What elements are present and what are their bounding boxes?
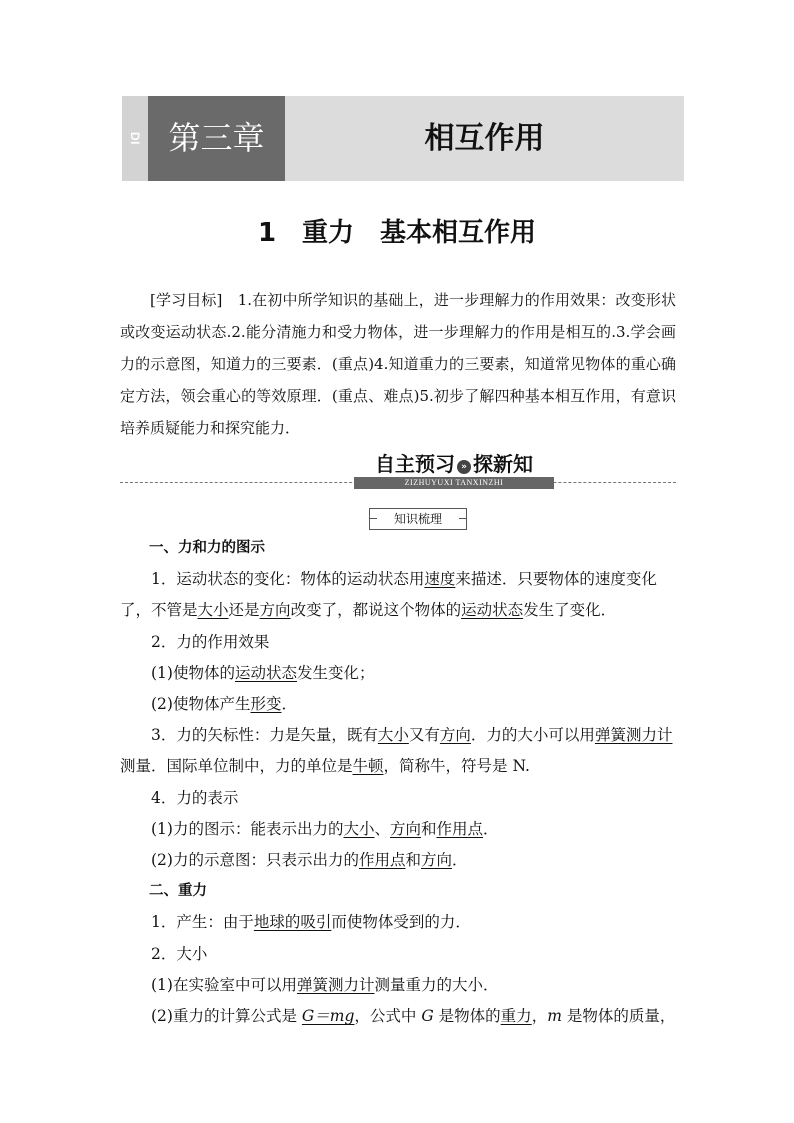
paragraph: 3．力的矢标性：力是矢量，既有大小又有方向．力的大小可以用弹簧测力计测量．国际单位制中，力的单位是牛顿，简称牛，符号是 N. [120,726,673,776]
knowledge-tag: 知识梳理 [369,508,467,530]
arrow-circle-icon: » [457,460,471,474]
paragraph: (2)重力的计算公式是 G＝mg，公式中 G 是物体的重力，m 是物体的质量， [151,1007,676,1026]
paragraph: 4．力的表示 [151,788,239,807]
divider-banner-title: 自主预习 » 探新知 [375,452,533,476]
chapter-number: 第三章 [148,96,285,181]
heading-1: 一、力和力的图示 [149,540,265,556]
chapter-side-label: DI SANZHANG [122,96,148,181]
paragraph: (1)在实验室中可以用弹簧测力计测量重力的大小． [151,975,499,994]
goals-label: [学习目标] [150,291,223,309]
paragraph: (2)力的示意图：只表示出力的作用点和方向． [151,851,468,870]
paragraph: (1)力的图示：能表示出力的大小、方向和作用点． [151,819,499,838]
heading-2: 二、重力 [149,883,207,900]
paragraph: 2．大小 [151,944,208,963]
paragraph: 1．产生：由于地球的吸引而使物体受到的力． [151,913,471,932]
paragraph: 2．力的作用效果 [151,632,270,651]
chapter-title: 相互作用 [424,121,545,156]
main-content [120,533,676,1032]
learning-goals [120,284,676,444]
divider-banner-subtitle: ZIZHUYUXI TANXINZHI [354,477,554,489]
paragraph: (2)使物体产生形变． [151,695,297,714]
paragraph: 1．运动状态的变化：物体的运动状态用速度来描述．只要物体的速度变化了，不管是大小还是方向改变了，都说这个物体的运动状态发生了变化． [120,570,657,620]
goals-text: 1.在初中所学知识的基础上，进一步理解力的作用效果：改变形状或改变运动状态.2.能分清施力和受力物体，进一步理解力的作用是相互的.3.学会画力的示意图，知道力的三要素．(重点)4.知道重力的三要素，知道常见物体的重心确定方法，领会重心的等效原理．(重点、难点)5.初步了解四种基本相互作用，有意识培养质疑能力和探究能力． [120,291,676,437]
paragraph: (1)使物体的运动状态发生变化； [151,663,375,682]
section-title: 1 重力 基本相互作用 [257,218,537,248]
